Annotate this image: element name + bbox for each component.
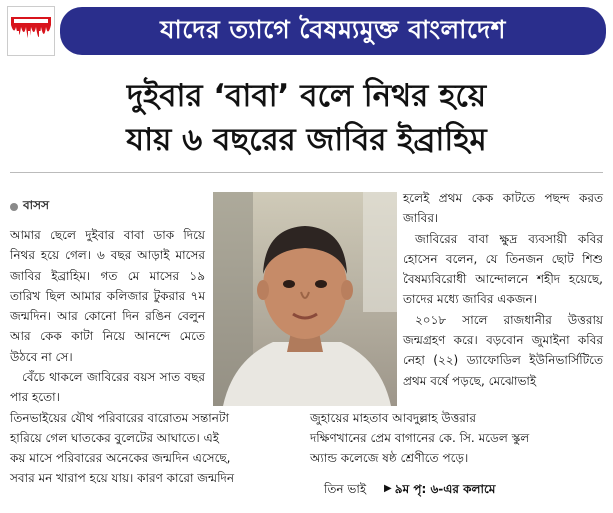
headline-line-1: দুইবার ‘বাবা’ বলে নিথর হয়ে [126,78,487,114]
right-paragraph-3: ২০১৮ সালে রাজধানীর উত্তরায় জন্মগ্রহণ করে। বড়বোন জুমাইনা কবির নেহা (২২) ড্যাফোডিল ইউনিভার্সিটিতে প্রথম বর্ষে পড়ছে, মেঝোভাই [403,312,603,388]
continued-link[interactable] [384,479,495,499]
right-paragraph-1: হলেই প্রথম কেক কাটতে পছন্দ করত জাবির। [403,191,603,226]
divider [10,172,603,173]
byline-source: বাসস [23,198,50,212]
span-line-4: সবার মন খারাপ হয়ে যায়। কারণ কারো জন্মদিন [10,471,234,485]
banner-title: যাদের ত্যাগে বৈষম্যমুক্ত বাংলাদেশ [160,14,506,44]
left-column [10,225,205,408]
span-line-1: তিনভাইয়ের যৌথ পরিবারের বারোতম সন্তানটা [10,411,229,425]
section-banner [60,7,606,55]
sibling-caption: তিন ভাই [324,482,367,496]
span-right-line-3: অ্যান্ড কলেজে ষষ্ঠ শ্রেণীতে পড়ে। [310,451,469,465]
newspaper-logo [7,6,55,56]
continued-label: ৯ম পৃ: ৬-এর কলামে [394,482,496,496]
triangle-right-icon: ▶ [384,483,392,494]
child-portrait-image [213,192,397,406]
headline-line-2: যায় ৬ বছরের জাবির ইব্রাহিম [126,122,487,158]
blood-drip-logo-icon [8,7,54,55]
child-portrait-photo [213,192,397,406]
span-line-2: হারিয়ে গেল ঘাতকের বুলেটের আঘাতে। এই [10,431,219,445]
span-right-line-2: দক্ষিণখানের প্রেম বাগানের কে. সি. মডেল স্কুল [310,431,530,445]
span-line-3: কয় মাসে পরিবারের অনেকের জন্মদিন এসেছে, [10,451,231,465]
left-paragraph-1: আমার ছেলে দুইবার বাবা ডাক দিয়ে নিথর হয়ে গেল। ৬ বছর আড়াই মাসের জাবির ইব্রাহিম। গত মে মাসের ১৯ তারিখ ছিল আমার কলিজার টুকরার ৭ম জন্মদিন। আর কোনো দিন রঙিন বেলুন আর কেক কাটা নিয়ে আনন্দে মেতে উঠবে না সে। [10,228,205,364]
headline [0,74,613,162]
span-right-line-1: জুহায়ের মাহতাব আবদুল্লাহ উত্তরার [310,411,476,425]
bullet-icon [10,203,18,211]
left-paragraph-2: বেঁচে থাকলে জাবিরের বয়স সাত বছর পার হতো। [10,370,205,405]
byline [10,197,49,217]
right-paragraph-2: জাবিরের বাবা ক্ষুদ্র ব্যবসায়ী কবির হোসেন বলেন, যে তিনজন ছোট শিশু বৈষম্যবিরোধী আন্দোলনে শহীদ হয়েছে, তাদের মধ্যে জাবির একজন। [403,231,603,307]
right-column [403,188,603,391]
